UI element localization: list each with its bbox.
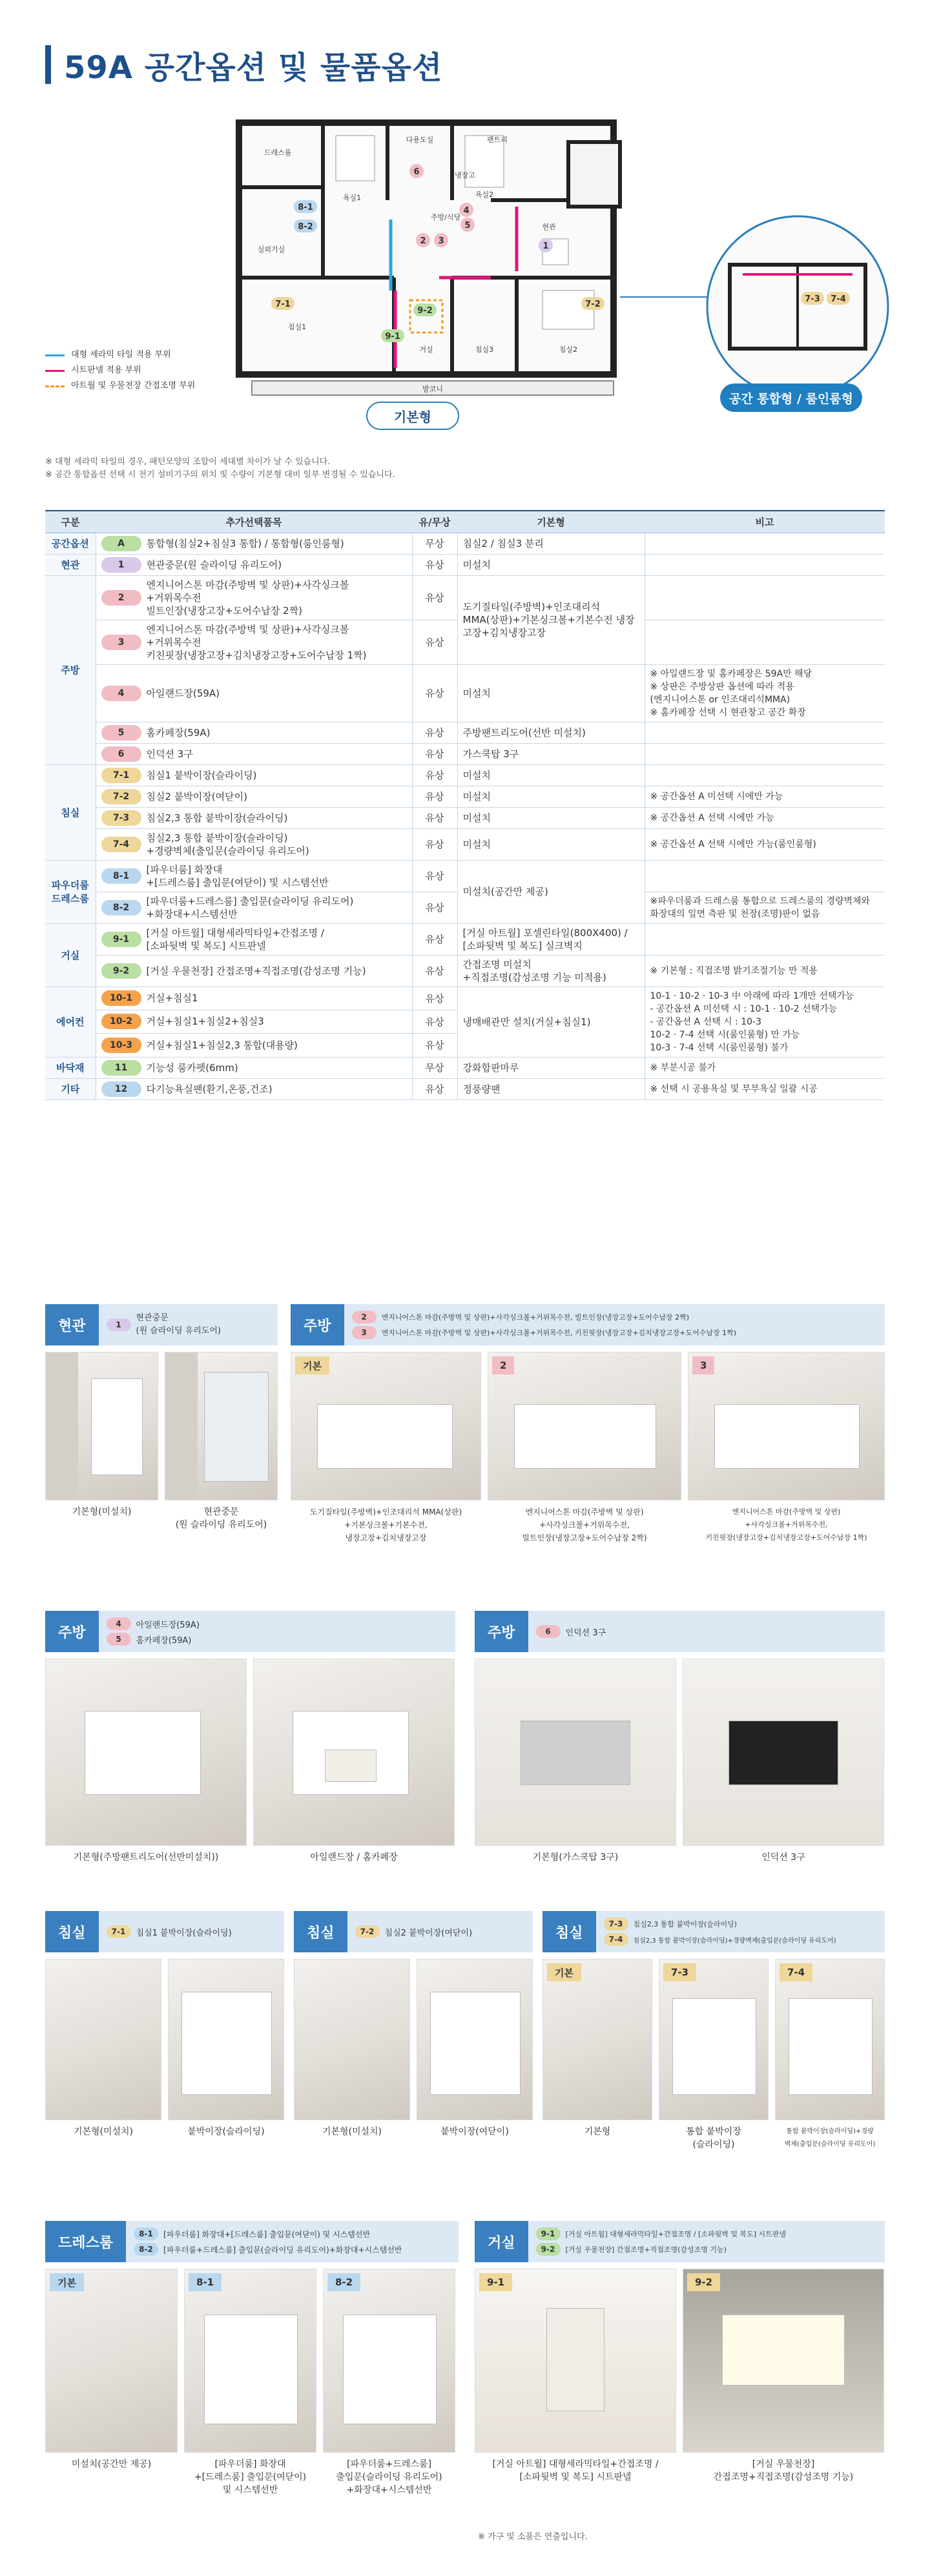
- photo-dress-base: [45, 2269, 178, 2453]
- row-option: [96, 664, 412, 722]
- title-accent-bar: [45, 45, 51, 84]
- section-kitchen-cooktop: [475, 1611, 885, 1864]
- option-text: [파우더룸] 화장대 +[드레스룸] 출입문(여닫이) 및 시스템선반: [146, 863, 329, 888]
- option-text: 통합형(침실2+침실3 통합) / 통합형(룸인룸형): [146, 537, 344, 549]
- table-row: [45, 860, 885, 892]
- note-line: ※ 대형 세라믹 타일의 경우, 패턴모양의 조합이 세대별 차이가 날 수 있습니다.: [45, 457, 331, 467]
- option-text: 인덕션 3구: [565, 1628, 606, 1638]
- photo-caption: 통합 붙박이장 (슬라이딩): [686, 2127, 741, 2150]
- row-option: [96, 722, 412, 743]
- row-base: 미설치: [457, 664, 645, 722]
- row-option: [96, 860, 412, 892]
- option-badge: 2: [352, 1311, 377, 1324]
- row-base: 미설치: [457, 786, 645, 807]
- row-paid: 유상: [412, 620, 457, 664]
- row-option: [96, 807, 412, 828]
- row-category: 기타: [45, 1078, 96, 1099]
- option-badge: 9-2: [101, 963, 141, 979]
- option-badge: 8-2: [134, 2243, 158, 2256]
- option-badge: 1: [107, 1318, 131, 1331]
- option-text: [거실 우물천장] 간접조명+직접조명(감성조명 기능): [146, 965, 366, 977]
- section-label: 침실: [542, 1911, 596, 1952]
- footnote: ※ 가구 및 소품은 연출입니다.: [478, 2532, 588, 2542]
- row-option: [96, 892, 412, 923]
- legend-panel: [45, 363, 195, 378]
- option-text: 침실2 붙박이장(여닫이): [384, 1928, 473, 1938]
- table-row: [45, 955, 885, 986]
- row-remark: [645, 533, 885, 554]
- option-text: 엔지니어스톤 마감(주방벽 및 상판)+사각싱크볼 +거위목수전 빌트인장(냉장고장+도어수납장 2짝): [146, 578, 349, 617]
- row-paid: 유상: [412, 786, 457, 807]
- photo-caption: 기본형(미설치): [322, 2127, 382, 2137]
- option-text: 홈카페장(59A): [136, 1635, 192, 1646]
- option-badge: 12: [101, 1081, 141, 1097]
- option-badge: 7-3: [101, 810, 141, 826]
- photo-bed1-closet: [168, 1959, 284, 2120]
- photo-living-ceiling: [683, 2269, 884, 2453]
- table-row: [45, 828, 885, 860]
- option-badge: 10-3: [101, 1038, 141, 1053]
- photo-induction: [683, 1659, 884, 1846]
- row-paid: 무상: [412, 533, 457, 554]
- photo-tag: 7-3: [663, 1963, 696, 1981]
- option-badge: 6: [536, 1625, 561, 1638]
- table-row: [45, 533, 885, 554]
- row-remark: ※ 기본형 : 직접조명 밝기조절기능 만 적용: [645, 955, 885, 986]
- svg-text:욕실2: 욕실2: [475, 190, 494, 199]
- option-badge: 4: [107, 1617, 131, 1630]
- option-text: 현관중문(원 슬라이딩 유리도어): [146, 558, 282, 571]
- row-base: 강화합판마루: [457, 1057, 645, 1078]
- photo-caption: 아일랜드장 / 홈카페장: [310, 1852, 398, 1863]
- row-base: 미설치(공간만 제공): [457, 860, 645, 923]
- row-option: [96, 1034, 412, 1057]
- legend-line-icon: [45, 370, 65, 372]
- row-paid: 유상: [412, 1034, 457, 1057]
- svg-text:9-1: 9-1: [385, 332, 400, 342]
- option-badge: 9-1: [101, 932, 141, 947]
- option-badge: 8-1: [101, 868, 141, 884]
- table-row: [45, 923, 885, 955]
- photo-caption: 기본형(주방팬트리도어(선반미설치)): [73, 1852, 219, 1863]
- svg-text:3: 3: [438, 236, 444, 246]
- row-option: [96, 764, 412, 786]
- row-category: 침실: [45, 764, 96, 860]
- photo-island-base: [45, 1659, 247, 1846]
- photo-caption: [파우더룸+드레스룸] 출입문(슬라이딩 유리도어) +화장대+시스템선반: [336, 2459, 442, 2495]
- photo-caption: 현관중문 (원 슬라이딩 유리도어): [175, 1507, 267, 1530]
- section-label: 침실: [294, 1911, 347, 1952]
- svg-text:침실3: 침실3: [475, 345, 494, 354]
- row-category: 거실: [45, 923, 96, 986]
- row-remark: ※ 공간옵션 A 미선택 시에만 가능: [645, 786, 885, 807]
- row-paid: 유상: [412, 575, 457, 620]
- row-base: 미설치: [457, 764, 645, 786]
- row-base: 냉매배관만 설치(거실+침실1): [457, 986, 645, 1057]
- option-text: 엔지니어스톤 마감(주방벽 및 상판)+사각싱크볼+거위목수전, 키친핏장(냉장고장+김치냉장고장+도어수납장 1짝): [381, 1329, 737, 1337]
- option-badge: 10-2: [101, 1014, 141, 1029]
- photo-bed1-base: [45, 1959, 161, 2120]
- row-paid: 유상: [412, 743, 457, 764]
- row-remark: [645, 743, 885, 764]
- photo-caption: [거실 아트월] 대형세라믹타일+간접조명 / [소파뒷벽 및 복도] 시트판넬: [492, 2459, 659, 2482]
- photo-dress-opt2: [323, 2269, 455, 2453]
- option-text: 아일랜드장(59A): [146, 687, 220, 699]
- legend-line-icon: [45, 354, 65, 356]
- row-base: 간접조명 미설치 +직접조명(감성조명 기능 미적용): [457, 955, 645, 986]
- table-row: [45, 1057, 885, 1078]
- table-row: [45, 986, 885, 1010]
- row-paid: 유상: [412, 828, 457, 860]
- svg-text:침실2: 침실2: [559, 345, 578, 354]
- svg-text:현관: 현관: [542, 223, 556, 231]
- row-option: [96, 1010, 412, 1033]
- row-paid: 유상: [412, 1010, 457, 1033]
- photo-caption: 붙박이장(슬라이딩): [187, 2127, 265, 2137]
- row-option: [96, 554, 412, 575]
- svg-text:발코니: 발코니: [422, 385, 443, 393]
- row-base: 가스쿡탑 3구: [457, 743, 645, 764]
- row-base: [거실 아트월] 포셀린타일(800X400) / [소파뒷벽 및 복도] 실크벽지: [457, 923, 645, 955]
- svg-text:2: 2: [420, 236, 426, 246]
- photo-caption: 기본형(미설치): [72, 1507, 132, 1517]
- row-category: 현관: [45, 554, 96, 575]
- option-badge: 6: [101, 746, 141, 762]
- row-remark: [645, 575, 885, 620]
- table-row: [45, 743, 885, 764]
- photo-tag: 2: [492, 1356, 514, 1375]
- option-text: 침실1 붙박이장(슬라이딩): [146, 769, 257, 781]
- row-option: [96, 986, 412, 1010]
- plan-notes: [45, 456, 395, 482]
- row-base: 미설치: [457, 807, 645, 828]
- row-option: [96, 923, 412, 955]
- photo-caption: 미설치(공간만 제공): [71, 2459, 152, 2469]
- photo-entrance-base: [45, 1352, 158, 1500]
- svg-text:9-2: 9-2: [417, 306, 433, 316]
- row-remark: 10-1 · 10-2 · 10-3 中 아래에 따라 1개만 선택가능 - 공간옵션 A 미선택 시 : 10-1 · 10-2 선택가능 - 공간옵션 A 선택 시 : 10-3 10-2 · 7-4 선택 시(룸인룸형) 만 가능 10-3 · 7-4 선택 시(룸인룸형) 불가: [645, 986, 885, 1057]
- svg-text:7-3: 7-3: [805, 294, 820, 304]
- row-remark: ※ 부분시공 불가: [645, 1057, 885, 1078]
- photo-gas-cooktop: [475, 1659, 676, 1846]
- option-text: 침실2,3 통합 붙박이장(슬라이딩)+경량벽체(출입문(슬라이딩 유리도어): [633, 1937, 836, 1945]
- option-badge: 7-1: [101, 768, 141, 783]
- svg-text:팬트리: 팬트리: [487, 136, 508, 144]
- row-paid: 유상: [412, 955, 457, 986]
- header-remark: 비고: [645, 511, 885, 533]
- svg-text:냉장고: 냉장고: [455, 171, 475, 179]
- photo-tag: 9-2: [687, 2273, 720, 2291]
- header-base: 기본형: [457, 511, 645, 533]
- table-row: [45, 807, 885, 828]
- legend-label: 아트월 및 우물천장 간접조명 부위: [71, 381, 196, 391]
- table-row: [45, 722, 885, 743]
- option-text: 다기능욕실팬(환기,온풍,건조): [146, 1083, 273, 1095]
- section-bedroom1: [45, 1911, 284, 2138]
- svg-text:욕실1: 욕실1: [342, 194, 362, 202]
- svg-text:다용도실: 다용도실: [406, 136, 434, 144]
- row-paid: 유상: [412, 892, 457, 923]
- photo-caption: 통합 붙박이장(슬라이딩)+경량 벽체(출입문(슬라이딩 유리도어): [784, 2128, 876, 2148]
- page-title: 59A 공간옵션 및 물품옵션: [64, 49, 443, 86]
- row-base: 침실2 / 침실3 분리: [457, 533, 645, 554]
- photo-tag: 기본: [50, 2273, 84, 2291]
- svg-text:7-2: 7-2: [585, 300, 601, 309]
- section-living: [475, 2221, 885, 2484]
- section-label: 주방: [475, 1611, 528, 1652]
- row-option: [96, 743, 412, 764]
- photo-bed2-closet: [417, 1959, 533, 2120]
- option-badge: 8-2: [101, 900, 141, 915]
- option-badge: 10-1: [101, 990, 141, 1006]
- option-badge: 3: [101, 635, 141, 650]
- row-option: [96, 575, 412, 620]
- section-dressroom: [45, 2221, 459, 2497]
- svg-text:8-2: 8-2: [298, 222, 313, 232]
- row-option: [96, 533, 412, 554]
- row-base: 정풍량팬: [457, 1078, 645, 1099]
- row-remark: ※ 공간옵션 A 선택 시에만 가능: [645, 807, 885, 828]
- option-badge: 7-4: [101, 837, 141, 852]
- row-option: [96, 955, 412, 986]
- option-badge: 7-2: [355, 1925, 380, 1938]
- note-line: ※ 공간 통합옵션 선택 시 전기 설비기구의 위치 및 수량이 기본형 대비 일부 변경될 수 있습니다.: [45, 470, 395, 480]
- row-remark: [645, 860, 885, 892]
- option-badge: 7-3: [604, 1917, 628, 1930]
- option-text: [파우더룸+드레스룸] 출입문(슬라이딩 유리도어)+화장대+시스템선반: [163, 2245, 402, 2254]
- option-text: 거실+침실1+침실2+침실3: [146, 1016, 264, 1028]
- photo-bed3-opt1: [659, 1959, 769, 2120]
- row-category: 파우더룸 드레스룸: [45, 860, 96, 923]
- row-remark: ※ 아일랜드장 및 홈카페장은 59A만 해당 ※ 상판은 주방상판 옵션에 따라 적용 (엔지니어스톤 or 인조대리석MMA) ※ 홈카페장 선택 시 현관창고 공간 확장: [645, 664, 885, 722]
- table-row: [45, 764, 885, 786]
- table-row: [45, 664, 885, 722]
- photo-caption: 기본형: [584, 2127, 611, 2137]
- option-badge: 5: [107, 1633, 131, 1646]
- photo-bed2-base: [294, 1959, 410, 2120]
- svg-text:8-1: 8-1: [298, 203, 313, 212]
- row-category: 바닥재: [45, 1057, 96, 1078]
- svg-text:1: 1: [542, 241, 549, 251]
- option-text: 거실+침실1: [146, 992, 198, 1005]
- option-text: 엔지니어스톤 마감(주방벽 및 상판)+사각싱크볼 +거위목수전 키친핏장(냉장고장+김치냉장고장+도어수납장 1짝): [146, 623, 367, 661]
- svg-text:침실1: 침실1: [287, 323, 307, 331]
- table-row: [45, 1078, 885, 1099]
- svg-text:거실: 거실: [419, 345, 433, 354]
- row-option: [96, 828, 412, 860]
- option-text: 침실2,3 통합 붙박이장(슬라이딩): [633, 1920, 738, 1928]
- photo-tag: 3: [692, 1356, 714, 1375]
- photo-caption: 인덕션 3구: [761, 1852, 805, 1863]
- legend-tile: [45, 347, 195, 363]
- row-remark: ※파우더룸과 드레스룸 통합으로 드레스룸의 경량벽체와 화장대의 일면 측판 및 천장(조명)판이 없음: [645, 892, 885, 923]
- svg-text:6: 6: [413, 167, 420, 177]
- option-text: 거실+침실1+침실2,3 통합(대용량): [146, 1039, 298, 1051]
- section-label: 드레스룸: [45, 2221, 126, 2262]
- row-paid: 유상: [412, 1078, 457, 1099]
- option-badge: 11: [101, 1060, 141, 1076]
- row-category: 공간옵션: [45, 533, 96, 554]
- table-body: [45, 533, 885, 1099]
- row-category: 에어컨: [45, 986, 96, 1057]
- header-paid: 유/무상: [412, 511, 457, 533]
- section-bedroom2: [294, 1911, 533, 2138]
- photo-tag: 8-1: [189, 2273, 222, 2291]
- svg-text:실외기실: 실외기실: [257, 245, 285, 254]
- option-badge: 7-2: [101, 789, 141, 804]
- photo-caption: 엔지니어스톤 마감(주방벽 및 상판) +사각싱크볼+거위목수전, 키친핏장(냉장고장+김치냉장고장+도어수납장 1짝): [705, 1508, 867, 1542]
- legend-line-icon: [45, 385, 65, 387]
- option-badge: 8-1: [134, 2227, 158, 2240]
- option-badge: 9-2: [536, 2243, 561, 2256]
- row-paid: 유상: [412, 860, 457, 892]
- photo-entrance-door: [165, 1352, 278, 1500]
- option-badge: 7-4: [604, 1933, 628, 1946]
- section-label: 침실: [45, 1911, 99, 1952]
- row-remark: [645, 722, 885, 743]
- photo-caption: 엔지니어스톤 마감(주방벽 및 상판) +사각싱크볼+거위목수전, 빌트인장(냉장고장+도어수납장 2짝): [522, 1508, 647, 1542]
- option-text: 침실2,3 통합 붙박이장(슬라이딩) +경량벽체(출입문(슬라이딩 유리도어): [146, 832, 309, 857]
- row-option: [96, 786, 412, 807]
- section-label: 주방: [45, 1611, 99, 1652]
- photo-tag: 9-1: [479, 2273, 512, 2291]
- svg-text:5: 5: [464, 221, 471, 230]
- row-paid: 유상: [412, 554, 457, 575]
- photo-island-opt: [253, 1659, 455, 1846]
- option-badge: 7-1: [107, 1925, 131, 1938]
- row-option: [96, 1057, 412, 1078]
- option-text: [거실 아트월] 대형세라믹타일+간접조명 / [소파뒷벽 및 복도] 시트판넬: [565, 2230, 786, 2238]
- option-badge: 3: [352, 1326, 377, 1339]
- row-remark: [645, 620, 885, 664]
- photo-caption: 기본형(가스쿡탑 3구): [532, 1852, 619, 1863]
- option-text: 아일랜드장(59A): [136, 1620, 200, 1630]
- row-paid: 유상: [412, 986, 457, 1010]
- option-badge: 2: [101, 590, 141, 606]
- option-text: [파우더룸] 화장대+[드레스룸] 출입문(여닫이) 및 시스템선반: [163, 2229, 371, 2239]
- photo-caption: 기본형(미설치): [73, 2127, 134, 2137]
- section-label: 거실: [475, 2221, 528, 2262]
- option-text: 엔지니어스톤 마감(주방벽 및 상판)+사각싱크볼+거위목수전, 빌트인장(냉장고장+도어수납장 2짝): [381, 1313, 690, 1322]
- floor-plan-caption: 기본형: [366, 402, 459, 430]
- section-kitchen-island: [45, 1611, 455, 1864]
- option-badge: 9-1: [536, 2227, 561, 2240]
- row-remark: [645, 923, 885, 955]
- section-entrance: [45, 1304, 278, 1531]
- photo-kitchen-opt3: [688, 1352, 885, 1500]
- svg-text:7-4: 7-4: [831, 294, 846, 304]
- photo-tag: 기본: [547, 1963, 581, 1981]
- row-option: [96, 1078, 412, 1099]
- table-row: [45, 554, 885, 575]
- option-text: 침실2 붙박이장(여닫이): [146, 790, 247, 802]
- svg-text:4: 4: [463, 206, 470, 216]
- photo-bed3-base: [542, 1959, 652, 2120]
- photo-bed3-opt2: [775, 1959, 885, 2120]
- svg-text:7-1: 7-1: [275, 300, 291, 309]
- row-base: 미설치: [457, 828, 645, 860]
- option-badge: 4: [101, 686, 141, 701]
- row-remark: ※ 공간옵션 A 선택 시에만 가능(룸인룸형): [645, 828, 885, 860]
- photo-tag: 기본: [295, 1356, 329, 1375]
- section-kitchen-counter: [291, 1304, 885, 1544]
- option-badge: 1: [101, 557, 141, 573]
- photo-dress-opt1: [184, 2269, 316, 2453]
- photo-caption: [거실 우물천장] 간접조명+직접조명(감성조명 기능): [713, 2459, 854, 2482]
- legend-lighting: [45, 378, 195, 394]
- section-label: 주방: [291, 1304, 344, 1345]
- row-remark: [645, 764, 885, 786]
- photo-tag: 8-2: [327, 2273, 360, 2291]
- row-category: 주방: [45, 575, 96, 764]
- section-label: 현관: [45, 1304, 99, 1345]
- option-text: [거실 우물천장] 간접조명+직접조명(감성조명 기능): [565, 2245, 727, 2254]
- row-remark: ※ 선택 시 공용욕실 및 부부욕실 일괄 시공: [645, 1078, 885, 1099]
- plan-legend: [45, 347, 195, 394]
- row-remark: [645, 554, 885, 575]
- option-text: 침실2,3 통합 붙박이장(슬라이딩): [146, 812, 288, 824]
- legend-label: 대형 세라믹 타일 적용 부위: [71, 350, 171, 360]
- option-text: 현관중문 (원 슬라이딩 유리도어): [136, 1313, 221, 1336]
- photo-caption: [파우더룸] 화장대 +[드레스룸] 출입문(여닫이) 및 시스템선반: [194, 2459, 307, 2495]
- header-category: 구분: [45, 511, 96, 533]
- option-text: [파우더룸+드레스룸] 출입문(슬라이딩 유리도어) +화장대+시스템선반: [146, 895, 354, 920]
- row-paid: 무상: [412, 1057, 457, 1078]
- option-text: 홈카페장(59A): [146, 726, 211, 739]
- row-option: [96, 620, 412, 664]
- option-text: 침실1 붙박이장(슬라이딩): [136, 1928, 232, 1938]
- row-paid: 유상: [412, 807, 457, 828]
- row-paid: 유상: [412, 923, 457, 955]
- zoom-plan-caption: 공간 통합형 / 룸인룸형: [720, 383, 862, 412]
- header-option: 추가선택품목: [96, 511, 412, 533]
- photo-kitchen-base: [291, 1352, 481, 1500]
- row-base: 미설치: [457, 554, 645, 575]
- row-base: 도기질타일(주방벽)+인조대리석 MMA(상판)+기본싱크볼+기본수전 냉장고장+김치냉장고장: [457, 575, 645, 664]
- photo-caption: 붙박이장(여닫이): [440, 2127, 509, 2137]
- photo-tag: 7-4: [780, 1963, 812, 1981]
- option-badge: 5: [101, 725, 141, 741]
- row-paid: 유상: [412, 764, 457, 786]
- option-badge: A: [101, 536, 141, 551]
- row-base: 주방팬트리도어(선반 미설치): [457, 722, 645, 743]
- option-text: [거실 아트월] 대형세라믹타일+간접조명 / [소파뒷벽 및 복도] 시트판넬: [146, 926, 324, 952]
- section-bedroom-combined: [542, 1911, 885, 2151]
- legend-label: 시트판넬 적용 부위: [71, 365, 141, 375]
- svg-text:주방/식당: 주방/식당: [430, 213, 461, 221]
- option-text: 기능성 룸카펫(6mm): [146, 1061, 238, 1074]
- table-row: [45, 575, 885, 620]
- photo-caption: 도기질타일(주방벽)+인조대리석 MMA(상판) +기본싱크볼+기본수전, 냉장고장+김치냉장고장: [309, 1508, 462, 1542]
- row-paid: 유상: [412, 664, 457, 722]
- option-table: [45, 510, 885, 1100]
- option-text: 인덕션 3구: [146, 748, 193, 760]
- table-row: [45, 786, 885, 807]
- row-paid: 유상: [412, 722, 457, 743]
- photo-living-artwall: [475, 2269, 676, 2453]
- table-header-row: [45, 511, 885, 533]
- photo-kitchen-opt2: [488, 1352, 681, 1500]
- svg-text:드레스룸: 드레스룸: [264, 148, 292, 157]
- title-block: [45, 44, 442, 85]
